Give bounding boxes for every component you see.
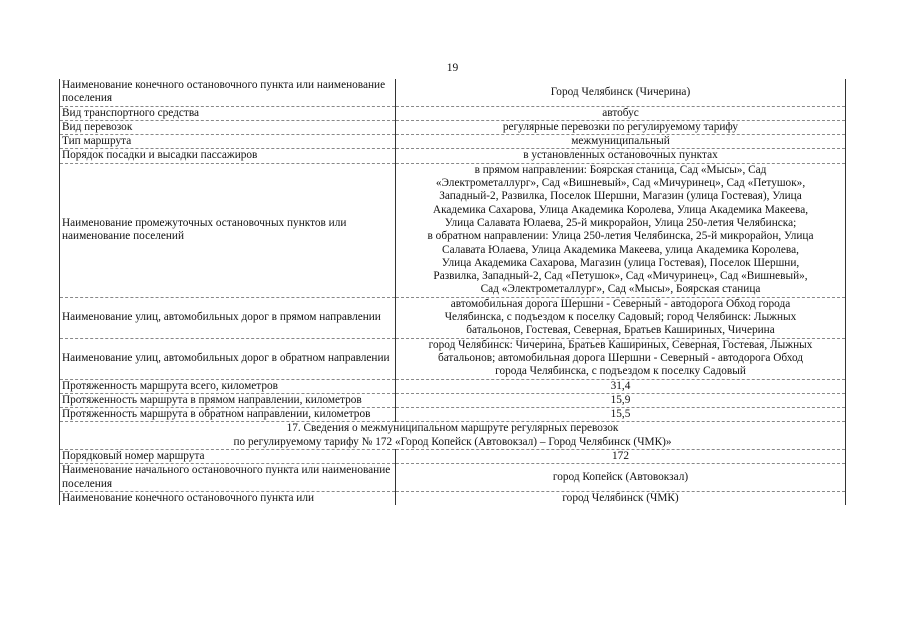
row-value-line: город Челябинск: Чичерина, Братьев Кашириных, Северная, Гостевая, Лыжных (428, 338, 813, 351)
row-label: Наименование начального остановочного пункта или наименование поселения (60, 464, 396, 492)
row-value (396, 408, 846, 422)
row-label: Наименование промежуточных остановочных пунктов или наименование поселений (60, 163, 396, 297)
row-value-line: 172 (612, 450, 629, 463)
row-value-line: Салавата Юлаева, Улица Академика Макеева, улица Академика Королева, (442, 243, 799, 256)
row-label: Порядок посадки и высадки пассажиров (60, 149, 396, 163)
table-row (60, 79, 846, 106)
table-row (60, 408, 846, 422)
row-value (396, 163, 846, 297)
row-label: Протяженность маршрута в прямом направлении, километров (60, 393, 396, 407)
route-table-part-a (60, 79, 846, 422)
row-value-line: в прямом направлении: Боярская станица, Сад «Мысы», Сад (474, 163, 767, 176)
table-row (60, 163, 846, 297)
section-heading-block (60, 422, 846, 450)
row-value-line: город Челябинск (ЧМК) (562, 491, 679, 504)
row-value (396, 464, 846, 492)
row-value-line: Улица Салавата Юлаева, 25-й микрорайон, Улица 250-летия Челябинска; (444, 216, 797, 229)
row-value-line: Академика Сахарова, Улица Академика Королева, Улица Академика Макеева, (432, 203, 809, 216)
row-label: Наименование улиц, автомобильных дорог в прямом направлении (60, 297, 396, 338)
row-value-line: 15,9 (610, 393, 631, 406)
table-row (60, 338, 846, 379)
row-value (396, 149, 846, 163)
table-row (60, 135, 846, 149)
table-row (60, 149, 846, 163)
row-value (396, 338, 846, 379)
table-row (60, 393, 846, 407)
row-value-line: 31,4 (610, 379, 631, 392)
table-row (60, 120, 846, 134)
row-value-line: в установленных остановочных пунктах (523, 149, 718, 162)
section-heading-line-1: 17. Сведения о межмуниципальном маршруте регулярных перевозок (286, 422, 619, 435)
table-row (60, 491, 846, 505)
row-label: Протяженность маршрута в обратном направлении, километров (60, 408, 396, 422)
row-label: Вид перевозок (60, 120, 396, 134)
row-value-line: Развилка, Западный-2, Сад «Петушок», Сад «Мичуринец», Сад «Вишневый», (433, 270, 808, 283)
section-heading-line-2: по регулируемому тарифу № 172 «Город Копейск (Автовокзал) – Город Челябинск (ЧМК)» (233, 435, 672, 448)
route-info-table (59, 79, 846, 505)
table-row (60, 464, 846, 492)
table-row (60, 106, 846, 120)
row-value-line: батальонов, Гостевая, Северная, Братьев Кашириных, Чичерина (466, 324, 775, 337)
row-value (396, 450, 846, 464)
row-label: Вид транспортного средства (60, 106, 396, 120)
row-value-line: в обратном направлении: Улица 250-летия Челябинска, 25-й микрорайон, Улица (427, 230, 814, 243)
row-label: Наименование конечного остановочного пункта или наименование поселения (60, 79, 396, 106)
row-value (396, 79, 846, 106)
row-value-line: батальонов; автомобильная дорога Шершни - Северный - автодорога Обход (437, 351, 804, 364)
row-value (396, 106, 846, 120)
row-value-line: города Челябинска, с подъездом к поселку Садовый (495, 365, 746, 378)
row-value-line: Западный-2, Развилка, Поселок Шершни, Магазин (улица Гостевая), Улица (439, 190, 802, 203)
row-value-line: Челябинска, с подъездом к поселку Садовый; город Челябинск: Лыжных (444, 311, 797, 324)
row-value (396, 120, 846, 134)
row-label: Наименование улиц, автомобильных дорог в обратном направлении (60, 338, 396, 379)
route-table-part-b (60, 450, 846, 506)
row-value-line: регулярные перевозки по регулируемому тарифу (502, 120, 739, 133)
section-heading-cell (60, 422, 846, 450)
row-label: Наименование конечного остановочного пункта или (60, 491, 396, 505)
row-value (396, 491, 846, 505)
row-value-line: Сад «Электрометаллург», Сад «Мысы», Боярская станица (480, 283, 761, 296)
section-heading-row (60, 422, 846, 450)
row-label: Порядковый номер маршрута (60, 450, 396, 464)
table-row (60, 297, 846, 338)
row-value-line: «Электрометаллург», Сад «Вишневый», Сад «Мичуринец», Сад «Петушок», (435, 177, 806, 190)
row-label: Протяженность маршрута всего, километров (60, 379, 396, 393)
row-value-line: 15,5 (610, 408, 631, 421)
row-label: Тип маршрута (60, 135, 396, 149)
row-value (396, 135, 846, 149)
row-value (396, 393, 846, 407)
row-value-line: Улица Академика Сахарова, Магазин (улица Гостевая), Поселок Шершни, (441, 256, 800, 269)
row-value (396, 379, 846, 393)
table-row (60, 379, 846, 393)
page-number: 19 (446, 62, 459, 74)
row-value-line: город Копейск (Автовокзал) (552, 470, 689, 483)
row-value-line: автобус (602, 106, 639, 119)
row-value-line: автомобильная дорога Шершни - Северный - автодорога Обход города (450, 297, 791, 310)
row-value-line: межмуниципальный (571, 135, 670, 148)
row-value-line: Город Челябинск (Чичерина) (550, 85, 691, 98)
row-value (396, 297, 846, 338)
table-row (60, 450, 846, 464)
